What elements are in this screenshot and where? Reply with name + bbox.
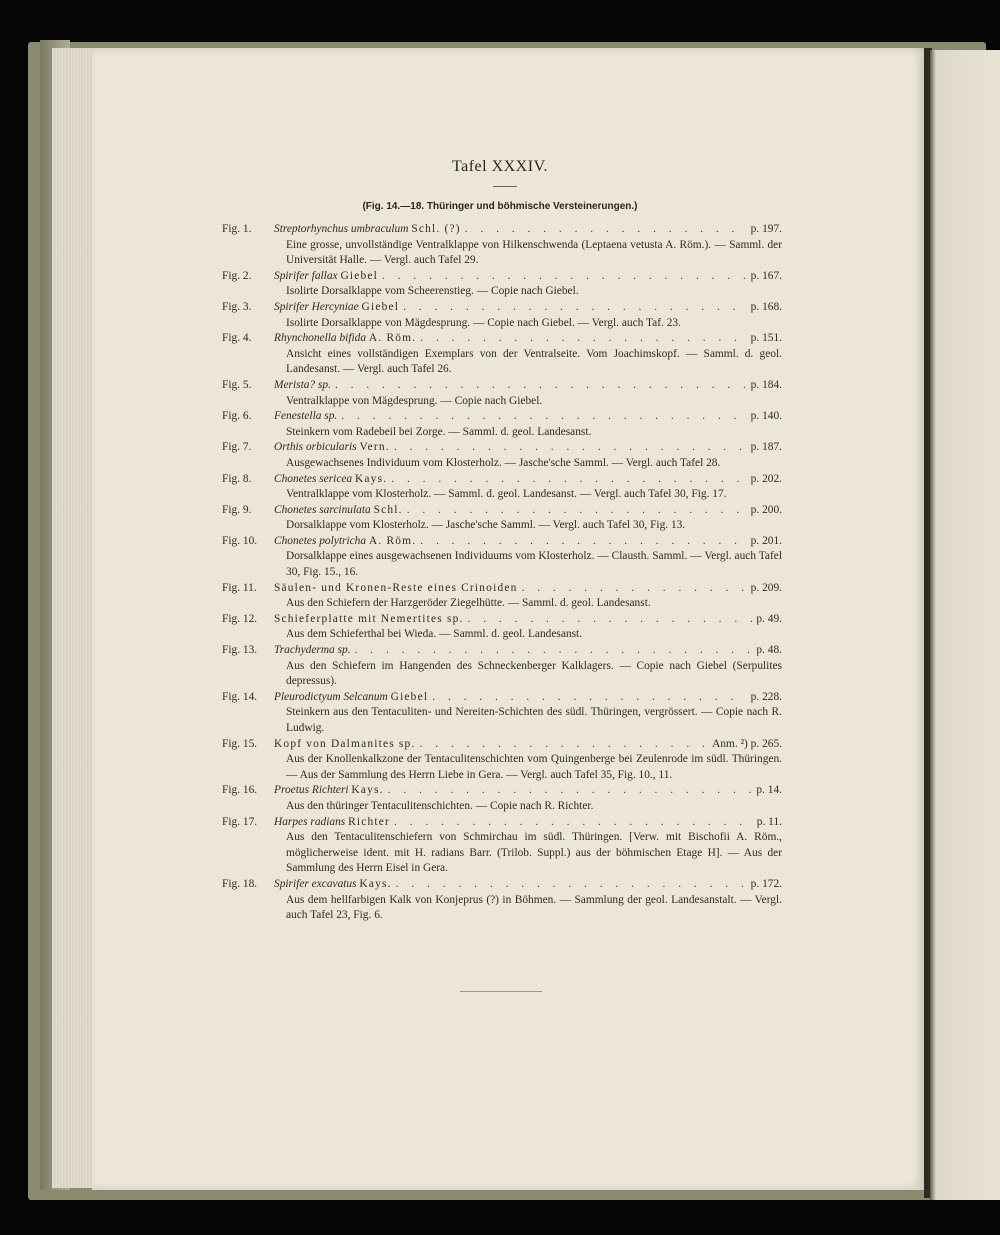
figure-entry-heading [222,503,782,519]
page-reference: p. 172. [750,877,782,890]
figure-entry-heading [222,815,782,831]
species-binomial: Merista? sp. [274,378,331,391]
figure-description: Ventralklappe vom Klosterholz. — Samml. d. geol. Landesanst. — Vergl. auch Tafel 30, Fig. 17. [286,488,727,501]
species-author: A. Röm. [368,534,417,547]
page-stack-edge [52,48,92,1188]
dot-leader [468,612,753,628]
species-name [274,269,378,285]
dot-leader [420,737,709,753]
dot-leader [341,409,746,425]
figure-entry [222,612,782,643]
page-reference: p. 168. [750,300,782,313]
figure-description: Eine grosse, unvollständige Ventralklappe von Hilkenschwenda (Leptaena vetusta A. Röm.). — Samml. der Universität Halle. — Vergl. auch Tafel 29. [286,238,782,267]
dot-leader [432,690,746,706]
species-binomial: Spirifer fallax [274,269,338,282]
figure-list [222,222,782,924]
species-binomial: Spirifer excavatus [274,877,357,890]
figure-entry [222,690,782,737]
page-reference: p. 184. [750,378,782,391]
species-name [274,690,428,706]
species-author: Säulen- und Kronen-Reste eines Crinoiden [274,581,518,594]
species-name [274,581,518,597]
species-author: Kays. [359,877,392,890]
page-reference: p. 228. [750,690,782,703]
species-name [274,222,461,238]
species-binomial: Harpes radians [274,815,346,828]
species-binomial: Chonetes sarcinulata [274,503,371,516]
figure-description: Steinkern vom Radebeil bei Zorge. — Samml. d. geol. Landesanst. [286,425,592,438]
species-author: Kopf von Dalmanites sp. [274,737,416,750]
dot-leader [382,269,747,285]
species-binomial: Spirifer Hercyniae [274,300,359,313]
figure-description: Ansicht eines vollständigen Exemplars von der Ventralseite. Vom Joachimskopf. — Samml. d. geol. Landesanst. — Vergl. auch Tafel 26. [286,347,782,376]
species-name [274,815,390,831]
page-reference: p. 200. [750,503,782,516]
figure-number: Fig. 13. [222,644,258,657]
species-binomial: Streptorhynchus umbraculum [274,223,409,235]
plate-title: Tafel XXXIV. [451,158,549,175]
figure-description: Isolirte Dorsalklappe vom Scheerenstieg. — Copie nach Giebel. [286,285,579,298]
species-name [274,440,390,456]
figure-description: Ausgewachsenes Individuum vom Klosterholz. — Jasche'sche Samml. — Vergl. auch Tafel 28. [286,456,721,469]
plate-subtitle: (Fig. 14.—18. Thüringer und böhmische Versteinerungen.) [362,201,638,212]
species-binomial: Trachyderma sp. [274,644,351,657]
page-reference: p. 187. [750,441,782,454]
figure-entry [222,331,782,378]
figure-number: Fig. 2. [222,269,252,282]
figure-entry [222,581,782,612]
species-author: Vern. [359,441,390,454]
species-author: Giebel [361,300,400,313]
figure-entry [222,409,782,440]
species-author: Schl. (?) [411,223,461,235]
figure-number: Fig. 5. [222,378,252,391]
figure-number: Fig. 15. [222,737,258,750]
species-name [274,877,392,893]
figure-number: Fig. 10. [222,534,258,547]
figure-entry-heading [222,378,782,394]
figure-number: Fig. 1. [222,223,252,235]
page-reference: p. 151. [750,332,782,345]
species-binomial: Chonetes polytricha [274,534,367,547]
figure-number: Fig. 8. [222,472,252,485]
species-name [274,534,416,550]
figure-entry [222,503,782,534]
species-author: Schieferplatte mit Nemertites sp. [274,612,464,625]
page-reference: p. 49. [756,612,782,625]
figure-number: Fig. 9. [222,503,252,516]
figure-entry-heading [222,877,782,893]
figure-entry-heading [222,643,782,659]
species-name [274,472,387,488]
dot-leader [465,222,747,238]
figure-description: Dorsalklappe vom Klosterholz. — Jasche'sche Samml. — Vergl. auch Tafel 30, Fig. 13. [286,519,686,532]
figure-number: Fig. 18. [222,877,258,890]
species-binomial: Fenestella sp. [274,410,338,423]
figure-number: Fig. 12. [222,612,258,625]
figure-description: Steinkern aus den Tentaculiten- und Nereiten-Schichten des südl. Thüringen, vergrössert. — Copie nach R. Ludwig. [286,706,782,734]
species-name [274,737,416,753]
figure-number: Fig. 14. [222,690,258,703]
figure-entry-heading [222,409,782,425]
figure-entry-heading [222,269,782,285]
page-reference: p. 201. [750,534,782,547]
dot-leader [403,300,747,316]
dot-leader [335,378,747,394]
figure-entry [222,472,782,503]
figure-entry-heading [222,534,782,550]
species-name [274,783,384,799]
page-reference: p. 202. [750,472,782,485]
figure-entry-heading [222,612,782,628]
figure-description: Aus den Schiefern im Hangenden des Schneckenberger Kalklagers. — Copie nach Giebel (Serpulites depressus). [286,659,782,688]
species-name [274,503,403,519]
dot-leader [407,503,747,519]
figure-entry [222,534,782,581]
dot-leader [391,472,746,488]
dot-leader [394,815,753,831]
figure-entry-heading [222,472,782,488]
species-author: Schl. [373,503,403,516]
figure-description: Aus der Knollenkalkzone der Tentaculitenschichten vom Quingenberge bei Zeulenrode im südl. Thüringen. — Aus der Sammlung des Herrn Liebe in Gera. — Vergl. auch Tafel 35, Fig. 10., 11. [286,753,782,781]
figure-entry [222,815,782,877]
species-binomial: Pleurodictyum Selcanum [274,690,388,703]
species-author: Giebel [340,269,379,282]
page-reference: p. 197. [750,223,782,235]
figure-number: Fig. 3. [222,300,252,313]
page-reference: p. 167. [750,269,782,282]
species-name [274,331,416,347]
page-reference: p. 140. [750,410,782,423]
dot-leader [396,877,747,893]
dot-leader [522,581,747,597]
species-author: Giebel [390,690,429,703]
figure-description: Aus dem Schieferthal bei Wieda. — Samml. d. geol. Landesanst. [286,628,583,641]
figure-description: Aus den Tentaculitenschiefern von Schmirchau im südl. Thüringen. [Verw. mit Bischofii A. Röm., möglicherweise ident. mit H. radians Barr. (Trilob. Suppl.) aus der böhmischen Etage H]. — Aus der Sammlung des Herrn Eisel in Gera. [286,831,782,875]
species-name [274,409,337,425]
figure-entry [222,222,782,269]
dot-leader [388,783,753,799]
figure-description: Dorsalklappe eines ausgewachsenen Individuums vom Klosterholz. — Clausth. Samml. — Vergl. auch Tafel 30, Fig. 15., 16. [286,550,782,579]
species-binomial: Orthis orbicularis [274,441,357,454]
page-reference: p. 11. [756,815,782,828]
figure-entry-heading [222,331,782,347]
page-reference: Anm. ²) p. 265. [712,737,782,750]
figure-number: Fig. 17. [222,815,258,828]
page-reference: p. 209. [750,581,782,594]
figure-number: Fig. 11. [222,581,257,594]
figure-entry-heading [222,440,782,456]
title-divider [493,186,517,187]
figure-description: Aus den Schiefern der Harzgeröder Ziegelhütte. — Samml. d. geol. Landesanst. [286,597,651,610]
figure-number: Fig. 7. [222,441,252,454]
figure-number: Fig. 4. [222,332,252,345]
species-binomial: Rhynchonella bifida [274,332,367,345]
species-author: Kays. [351,784,384,797]
figure-entry [222,300,782,331]
dot-leader [420,331,746,347]
species-author: A. Röm. [368,332,417,345]
species-name [274,643,351,659]
figure-entry [222,877,782,924]
species-name [274,378,331,394]
figure-entry [222,269,782,300]
figure-entry-heading [222,581,782,597]
dot-leader [355,643,753,659]
dot-leader [420,534,746,550]
figure-description: Ventralklappe von Mägdesprung. — Copie nach Giebel. [286,394,543,407]
page-reference: p. 14. [756,784,782,797]
species-name [274,612,464,628]
dot-leader [394,440,747,456]
figure-entry-heading [222,737,782,753]
species-author: Kays. [355,472,388,485]
figure-entry-heading [222,300,782,316]
figure-entry [222,737,782,784]
figure-entry [222,440,782,471]
figure-entry [222,643,782,690]
species-binomial: Proetus Richteri [274,784,349,797]
figure-entry-heading [222,222,782,238]
figure-entry [222,783,782,814]
figure-description: Isolirte Dorsalklappe von Mägdesprung. — Copie nach Giebel. — Vergl. auch Taf. 23. [286,316,681,329]
figure-number: Fig. 6. [222,410,252,423]
right-page-edge [930,50,1000,1200]
species-binomial: Chonetes sericea [274,472,353,485]
end-divider [460,991,542,992]
figure-number: Fig. 16. [222,784,258,797]
page-reference: p. 48. [756,644,782,657]
species-name [274,300,399,316]
species-author: Richter [348,815,390,828]
figure-entry-heading [222,690,782,706]
figure-description: Aus den thüringer Tentaculitenschichten. — Copie nach R. Richter. [286,799,594,812]
figure-entry-heading [222,783,782,799]
figure-description: Aus dem hellfarbigen Kalk von Konjeprus (?) in Böhmen. — Sammlung der geol. Landesanstalt. — Vergl. auch Tafel 23, Fig. 6. [286,893,782,922]
figure-entry [222,378,782,409]
